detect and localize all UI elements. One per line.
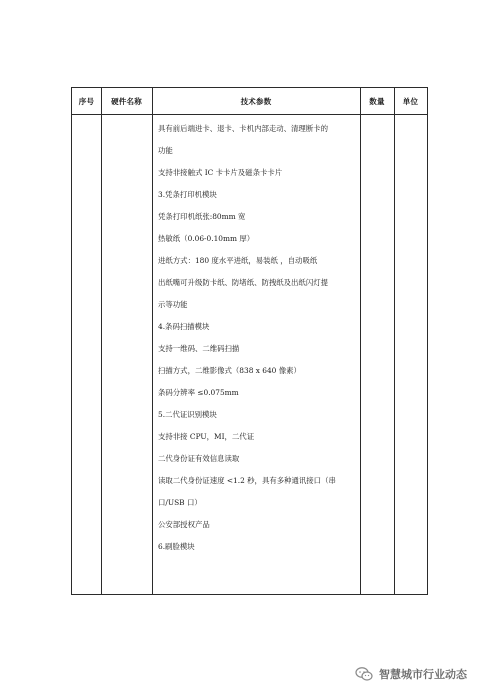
column-divider xyxy=(101,88,102,594)
spec-line: 凭条打印机纸张:80mm 宽 xyxy=(158,212,246,221)
spec-line: 示等功能 xyxy=(158,300,188,309)
spec-line: 3.凭条打印机模块 xyxy=(158,190,217,199)
spec-line: 条码分辨率 ≤0.075mm xyxy=(158,388,239,397)
spec-line: 进纸方式：180 度水平进纸，易装纸 ，自动吸纸 xyxy=(158,256,318,265)
spec-line: 支持非接 CPU，MI，二代证 xyxy=(158,432,255,441)
spec-line: 6.刷脸模块 xyxy=(158,542,195,551)
spec-line: 出纸嘴可升级防卡纸、防堵纸、防拽纸及出纸闪灯提 xyxy=(158,278,328,287)
header-tech-params: 技术参数 xyxy=(240,96,272,106)
header-unit: 单位 xyxy=(402,96,419,106)
column-divider xyxy=(360,88,361,594)
header-divider xyxy=(72,114,427,115)
spec-line: 具有前后端进卡、退卡、卡机内部走动、清理断卡的 xyxy=(158,124,328,133)
spec-line: 扫描方式，二维影像式（838 x 640 像素） xyxy=(158,366,301,375)
spec-line: 读取二代身份证速度 <1.2 秒，具有多种通讯接口（串 xyxy=(158,476,336,485)
spec-line: 功能 xyxy=(158,146,173,155)
spec-line: 支持非接触式 IC 卡卡片及磁条卡卡片 xyxy=(158,168,283,177)
spec-line: 口/USB 口） xyxy=(158,498,202,507)
header-index: 序号 xyxy=(78,96,95,106)
spec-line: 5.二代证识别模块 xyxy=(158,410,217,419)
header-quantity: 数量 xyxy=(369,96,385,106)
spec-line: 热敏纸（0.06-0.10mm 厚） xyxy=(158,234,255,243)
spec-line: 支持一维码、二维码扫描 xyxy=(158,344,240,353)
column-divider xyxy=(152,88,153,594)
watermark-text: 智慧城市行业动态 xyxy=(379,668,467,681)
header-hardware-name: 硬件名称 xyxy=(111,96,142,106)
column-divider xyxy=(394,88,395,594)
wechat-icon xyxy=(355,667,373,681)
spec-line: 公安部授权产品 xyxy=(158,520,210,529)
tech-params-cell xyxy=(158,118,358,558)
watermark xyxy=(355,666,467,682)
spec-line: 二代身份证有效信息读取 xyxy=(158,454,240,463)
spec-table xyxy=(71,87,428,595)
spec-line: 4.条码扫描模块 xyxy=(158,322,210,331)
